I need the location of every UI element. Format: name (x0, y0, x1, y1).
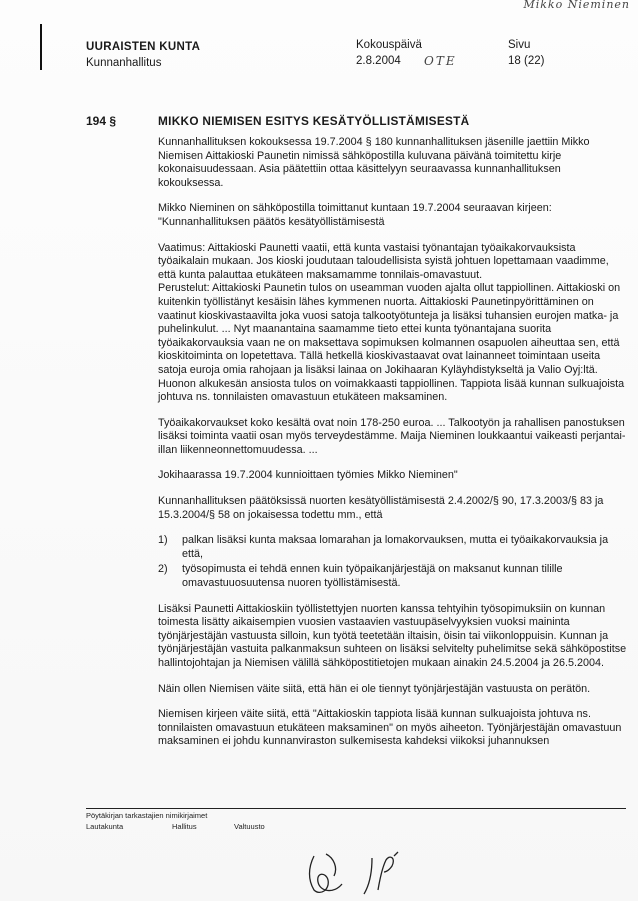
signature-initials-2 (358, 850, 404, 900)
paragraph-claim: Niemisen kirjeen väite siitä, että "Aittakioskin tappiota lisää kunnan sulkuajoista johtuva ns. tonnilaisten omavastuun etukäteen maksaminen" on myös aiheeton. Työnjärjestäjän omavastuun maksaminen ei johdu kunnanviraston sulkemisesta kahdeksi viikoksi juhannuksen (158, 708, 622, 748)
document-body (158, 136, 628, 761)
paragraph-justification: Perustelut: Aittakioski Paunetin tulos on useamman vuoden ajalta ollut tappiollinen. Aittakioski on kuitenkin työllistänyt kesäisin lähes kymmenen nuorta. Aittakioski Paunetinpyörittäminen on vaatinut kioskivastaavilta joka vuosi satoja talkootyötunteja ja lisäksi tuhansien eurojen matka- ja puhelinkulut. ... Nyt maanantaina saamamme tieto ettei kunta työnantajana suorita työaikakorvauksia vaan ne on maksettava sopimuksen kolmannen osapuolen aiheuttaa sen, että kioskitoiminta on lopetettava. Tällä hetkellä kioskivastaavat ovat lainanneet toimintaan useita satoja euroja omia rahojaan ja lisäksi lainaa on Jokihaaran Kyläyhdistykseltä ja Valio Oyj:ltä. Huonon alkukesän ansiosta tulos on voimakkaasti tappiollinen. Tappiota lisää kunnan sulkuajoista johtuva ns. tonnilaisten omavastuun etukäteen maksaminen. (158, 282, 625, 404)
organization-body: Kunnanhallitus (86, 57, 162, 69)
paragraph-meeting-note: Kunnanhallituksen kokouksessa 19.7.2004 § 180 kunnanhallituksen jäsenille jaettiin Mikko Niemisen Aittakioski Paunetin nimissä sähköpostilla kuluvana päivänä toimitettu kirje kokonaisuudessaan. Asia päätettiin ottaa käsittelyyn seuraavassa kunnanhallituksen kokouksessa. (158, 136, 590, 189)
footer-divider (86, 808, 626, 809)
meeting-date-label: Kokouspäivä (356, 39, 422, 51)
decision-list (158, 534, 628, 590)
footer-col-valtuusto: Valtuusto (234, 822, 265, 831)
page-label: Sivu (508, 39, 531, 51)
paragraph-board-decisions: Kunnanhallituksen päätöksissä nuorten kesätyöllistämisestä 2.4.2002/§ 90, 17.3.2003/§ 83 ja 15.3.2004/§ 58 on jokaisessa todettu mm., että (158, 495, 604, 521)
margin-line (40, 24, 42, 70)
paragraph-letter-intro: Mikko Nieminen on sähköpostilla toimittanut kuntaan 19.7.2004 seuraavan kirjeen: "Kunnanhallituksen päätös kesätyöllistämisestä (158, 202, 552, 228)
handwritten-note-name: Mikko Nieminen (523, 0, 630, 11)
footer-col-lautakunta: Lautakunta (86, 822, 124, 831)
list-item-number: 1) (158, 534, 168, 547)
paragraph-signature-line: Jokihaarassa 19.7.2004 kunnioittaen työmies Mikko Nieminen" (158, 469, 458, 482)
paragraph-conclusion: Näin ollen Niemisen väite siitä, että hän ei ole tiennyt työnjärjestäjän vastuusta on perätön. (158, 682, 591, 695)
signature-initials-1 (304, 850, 350, 900)
section-number: 194 § (86, 114, 117, 128)
meeting-date: 2.8.2004 (356, 55, 401, 67)
paragraph-contracts: Lisäksi Paunetti Aittakioskiin työllistettyjen nuorten kanssa tehtyihin työsopimuksiin on kunnan toimesta lisätty aikaisempien vuosien vastaavien vastuupäselvyyksien vuoksi maininta työnjärjestäjän vastuusta silloin, kun työtä teetetään iltaisin, öisin tai viikonloppuisin. Kunnan ja työnjärjestäjän vastuita palkanmaksun suhteen on lisäksi selvitelty puhelimitse sekä sähköpostitse hallintojohtajan ja Niemisen välillä sähköpostitietojen mukaan ainakin 24.5.2004 ja 26.5.2004. (158, 602, 627, 669)
page-number: 18 (22) (508, 55, 545, 67)
list-item-text: palkan lisäksi kunta maksaa lomarahan ja lomakorvauksen, mutta ei työaikakorvauksia ja että, (182, 534, 609, 560)
handwritten-note-ote: OTE (424, 54, 457, 68)
section-title: MIKKO NIEMISEN ESITYS KESÄTYÖLLISTÄMISESTÄ (158, 114, 470, 128)
footer-title: Pöytäkirjan tarkastajien nimikirjaimet (86, 811, 208, 820)
paragraph-demand: Vaatimus: Aittakioski Paunetti vaatii, että kunta vastaisi työnantajan työaikakorvauksista työaikalain mukaan. Jos kioski joudutaan taloudellisista syistä johtuen lopettamaan vaadimme, että kunta palauttaa etukäteen maksamamme tonnilais-omavastuut. (158, 241, 609, 281)
footer-col-hallitus: Hallitus (172, 822, 197, 831)
list-item (158, 563, 628, 590)
paragraph-compensation: Työaikakorvaukset koko kesältä ovat noin 178-250 euroa. ... Talkootyön ja rahallisen panostuksen lisäksi toiminta vaatii osan myös terveydestämme. Maija Nieminen loukkaantui vaikeasti perjantai-illan liikenneonnettomuudessa. ... (158, 416, 626, 456)
list-item-number: 2) (158, 563, 168, 576)
list-item (158, 534, 628, 561)
list-item-text: työsopimusta ei tehdä ennen kuin työpaikanjärjestäjä on maksanut kunnan tilille omavastuuosuutensa nuoren työllistämisestä. (182, 563, 563, 590)
organization-name: UURAISTEN KUNTA (86, 41, 201, 53)
